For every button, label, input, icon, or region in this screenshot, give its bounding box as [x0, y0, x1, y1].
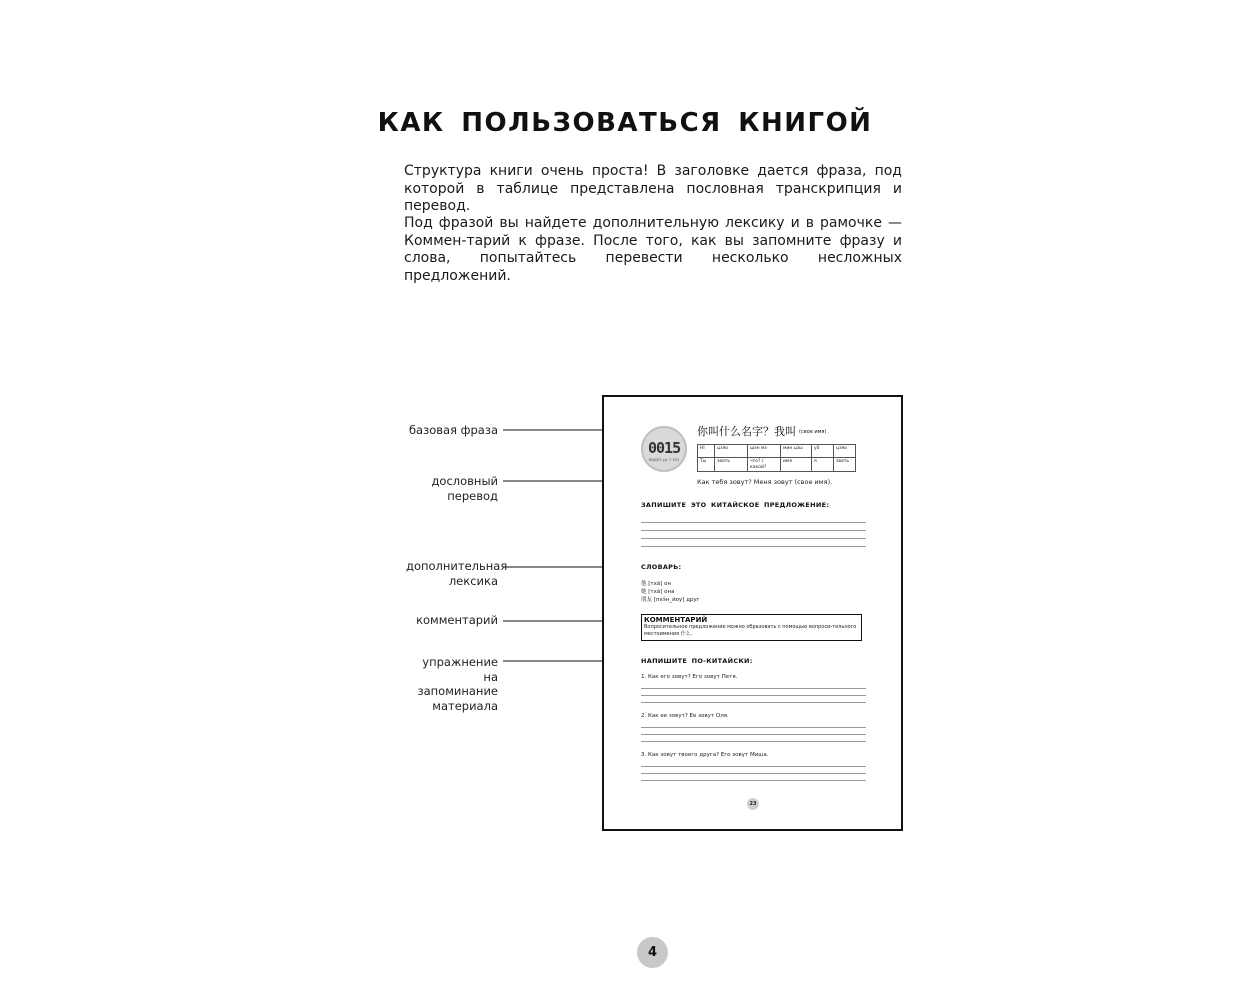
label-literal-translation: дословный перевод	[431, 474, 498, 503]
comment-text: Вопросительное предложение можно образовать с помощью вопроси-тельного местоимения 什么.	[644, 624, 857, 637]
writing-line	[641, 530, 866, 531]
stamp-sub: ВИДЕО ур. 7 503	[648, 458, 680, 462]
label-extra-vocab: дополнительная лексика	[406, 559, 508, 588]
video-stamp-icon	[641, 426, 687, 472]
sample-literal-translation: Как тебя зовут? Меня зовут (свое имя).	[697, 478, 833, 486]
writing-line	[641, 688, 866, 689]
writing-line	[641, 766, 866, 767]
table-cell: цзяо	[715, 445, 748, 458]
table-cell: звать	[715, 458, 748, 472]
writing-line	[641, 538, 866, 539]
table-row	[698, 445, 856, 458]
table-cell: звать	[834, 458, 856, 472]
writing-line	[641, 773, 866, 774]
table-row	[698, 458, 856, 472]
sample-phrase	[697, 423, 830, 439]
vocab-item: 她 [тхā] она	[641, 589, 675, 595]
writing-line	[641, 727, 866, 728]
comment-title: КОММЕНТАРИЙ	[644, 616, 708, 624]
vocab-list	[641, 580, 700, 604]
table-cell: что? / какой?	[748, 458, 781, 472]
page-title: КАК ПОЛЬЗОВАТЬСЯ КНИГОЙ	[377, 108, 873, 138]
writing-line	[641, 695, 866, 696]
writing-line	[641, 780, 866, 781]
comment-box	[641, 614, 862, 641]
intro-paragraph-1: Структура книги очень проста! В заголовке дается фраза, под которой в таблице представлена пословная транскрипция и перевод.	[404, 163, 902, 214]
exercise-heading: НАПИШИТЕ ПО-КИТАЙСКИ:	[641, 657, 753, 665]
table-cell: цзяо	[834, 445, 856, 458]
exercise-item: 3. Как зовут твоего друга? Его зовут Миша.	[641, 752, 769, 758]
vocab-item: 他 [тхā] он	[641, 581, 672, 587]
page-number: 4	[637, 937, 668, 968]
label-exercise: упражнение на запоминание материала	[417, 655, 498, 713]
transcription-table	[697, 444, 856, 472]
sample-page-number: 23	[747, 798, 759, 810]
intro-paragraph-2: Под фразой вы найдете дополнительную лексику и в рамочке — Коммен-тарий к фразе. После того, как вы запомните фразу и слова, попытайтесь перевести несколько несложных предложений.	[404, 215, 902, 284]
write-heading: ЗАПИШИТЕ ЭТО КИТАЙСКОЕ ПРЕДЛОЖЕНИЕ:	[641, 501, 830, 509]
table-cell: Нǐ	[698, 445, 715, 458]
exercise-item: 1. Как его зовут? Его зовут Петя.	[641, 674, 738, 680]
writing-line	[641, 702, 866, 703]
label-base-phrase: базовая фраза	[408, 423, 498, 437]
sample-page	[602, 395, 903, 831]
writing-line	[641, 522, 866, 523]
writing-line	[641, 734, 866, 735]
table-cell: шэн мэ	[748, 445, 781, 458]
vocab-heading: СЛОВАРЬ:	[641, 563, 682, 571]
table-cell: я	[812, 458, 834, 472]
table-cell: уǒ	[812, 445, 834, 458]
sample-phrase-note: (свое имя) .	[799, 429, 830, 435]
sample-phrase-text: 你叫什么名字？我叫	[697, 425, 796, 438]
vocab-item: 朋友 [пхэ́н_йоу] друг	[641, 597, 700, 603]
table-cell: Ты	[698, 458, 715, 472]
writing-line	[641, 546, 866, 547]
table-cell: мин цзы	[781, 445, 812, 458]
table-cell: имя	[781, 458, 812, 472]
label-comment: комментарий	[416, 613, 498, 627]
stamp-digits: 0015	[648, 439, 681, 457]
writing-line	[641, 741, 866, 742]
exercise-item: 2. Как ее зовут? Ее зовут Оля.	[641, 713, 729, 719]
